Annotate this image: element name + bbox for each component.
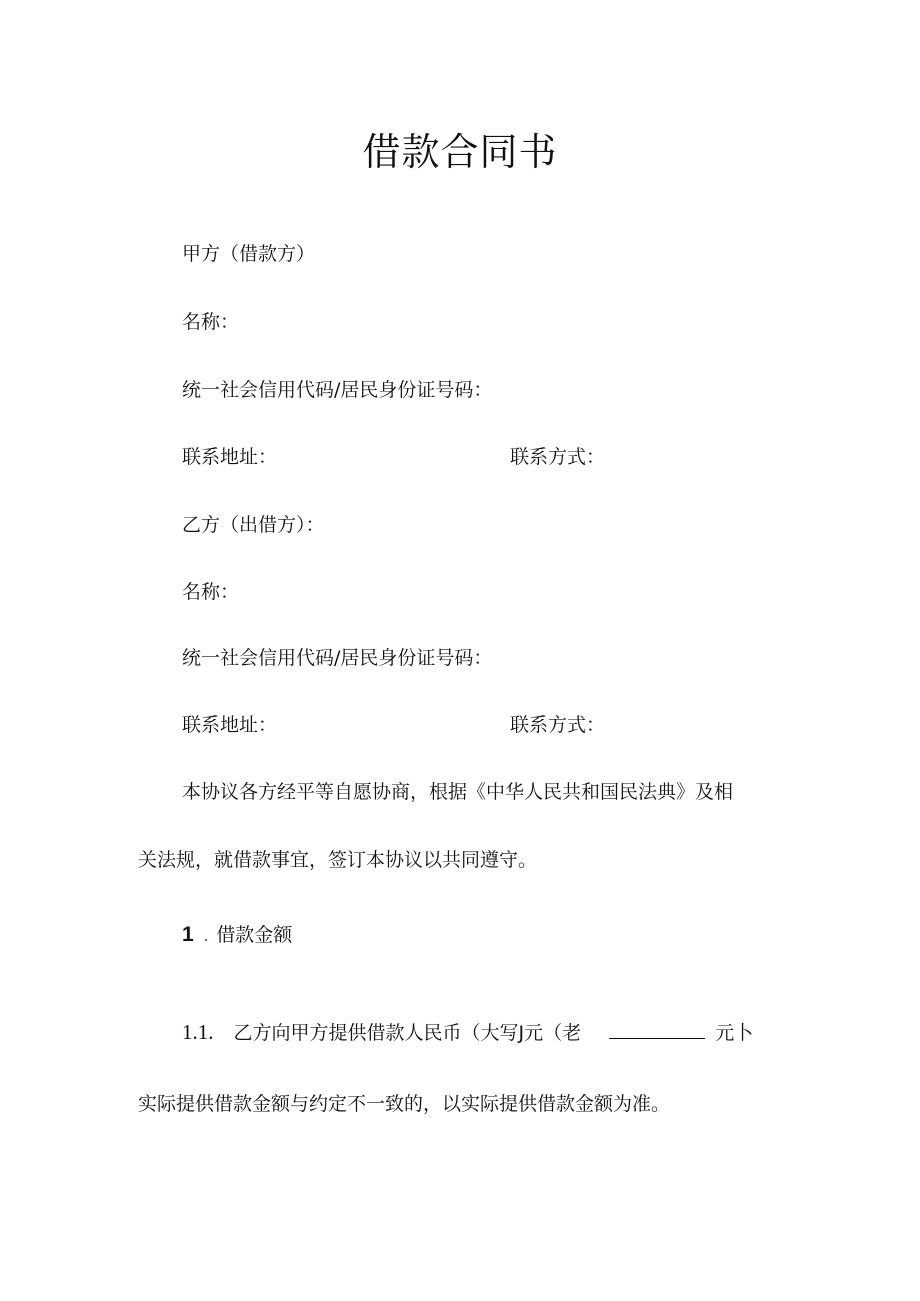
party-a-id-label: 统一社会信用代码/居民身份证号码： [182, 379, 493, 401]
party-b-contact-label: 联系方式： [510, 714, 606, 736]
section-1-dot: . [203, 929, 209, 945]
party-b-id-label: 统一社会信用代码/居民身份证号码： [182, 647, 493, 669]
party-b-address-label: 联系地址： [182, 714, 278, 736]
amount-blank-line [609, 1018, 705, 1039]
clause-1-1-line-2: 实际提供借款金额与约定不一致的，以实际提供借款金额为准。 [138, 1093, 671, 1115]
document-title: 借款合同书 [362, 130, 558, 174]
party-b-heading: 乙方（出借方）： [182, 514, 325, 536]
section-1-title: 借款金额 [216, 924, 293, 946]
clause-1-1-number: 1.1. [182, 1020, 214, 1044]
preamble-line-1: 本协议各方经平等自愿协商，根据《中华人民共和国民法典》及相 [182, 781, 734, 803]
clause-1-1 [182, 1018, 753, 1047]
party-a-name-label: 名称： [182, 311, 240, 333]
preamble-line-2: 关法规，就借款事宜，签订本协议以共同遵守。 [138, 849, 538, 871]
party-b-name-label: 名称： [182, 581, 240, 603]
party-a-contact-label: 联系方式： [510, 446, 606, 468]
section-1-heading [182, 921, 292, 951]
clause-1-1-text-after: 元卜 [715, 1022, 754, 1044]
party-a-address-label: 联系地址： [182, 446, 278, 468]
party-a-heading: 甲方（借款方） [182, 243, 316, 265]
clause-1-1-text-before: 乙方向甲方提供借款人民币（大写J元（老 [233, 1022, 582, 1044]
section-1-number: 1 [182, 923, 194, 946]
